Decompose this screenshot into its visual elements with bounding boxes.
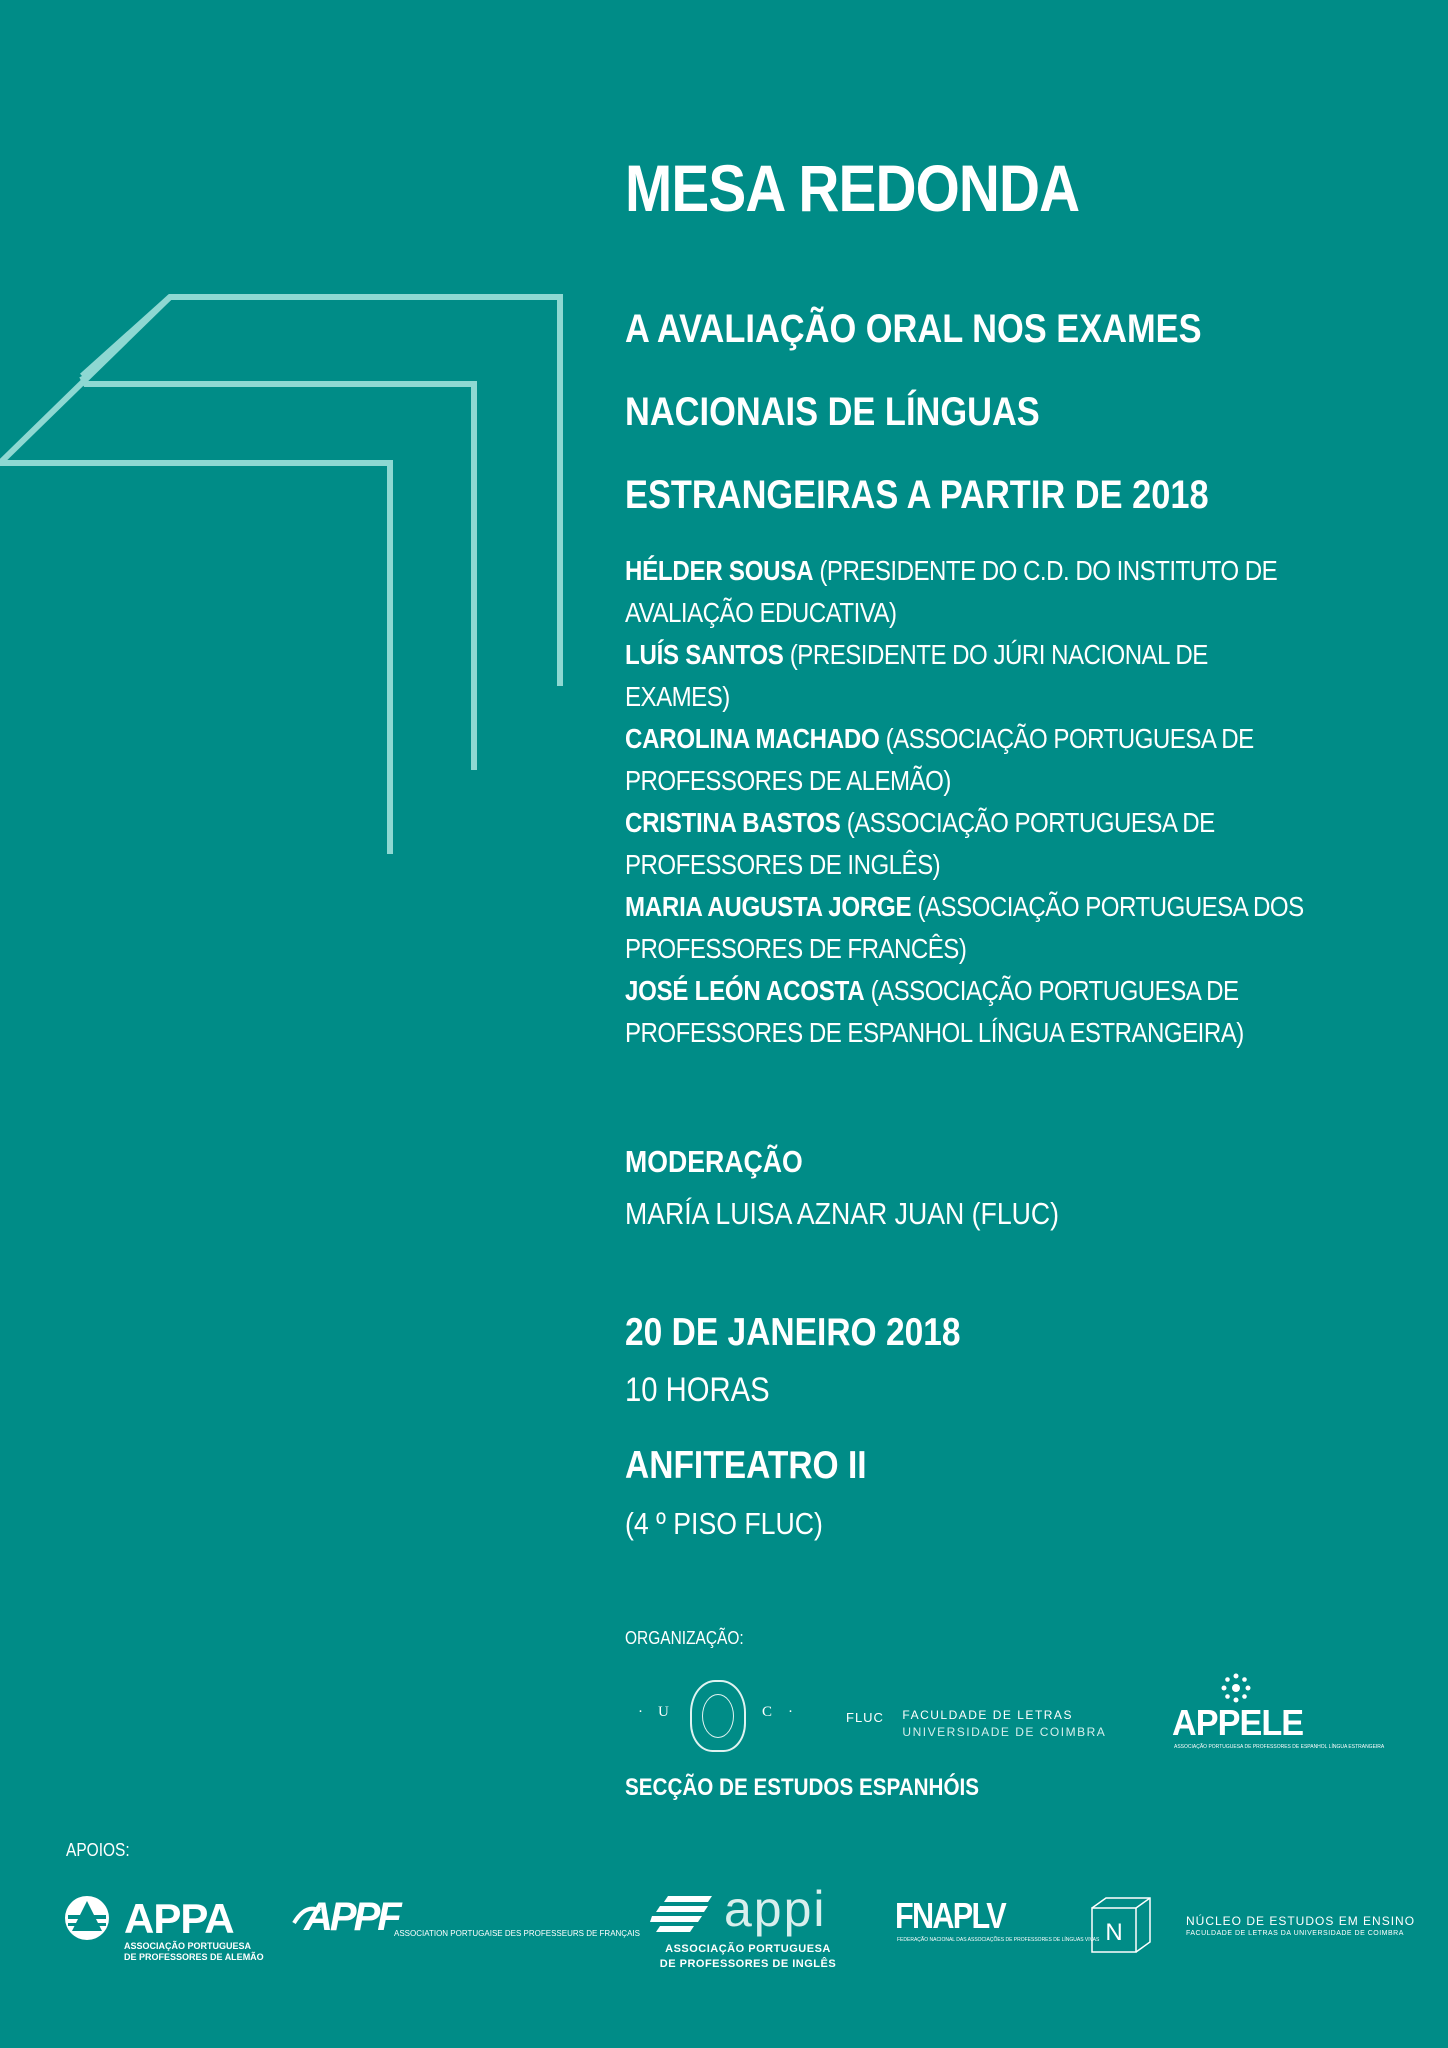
- chevron-diagonal: [0, 297, 170, 463]
- appa-subtitle: ASSOCIAÇÃO PORTUGUESA: [124, 1941, 252, 1951]
- speaker-name: CAROLINA MACHADO: [625, 723, 880, 754]
- speaker-name: HÉLDER SOUSA: [625, 555, 814, 586]
- speaker-role: (ASSOCIAÇÃO PORTUGUESA DOS: [911, 891, 1304, 922]
- supports-label: APOIOS:: [66, 1840, 130, 1860]
- subtitle-line: ESTRANGEIRAS A PARTIR DE 2018: [625, 473, 1209, 517]
- fluc-logo: [846, 1708, 1106, 1739]
- fnaplv-subtitle: FEDERAÇÃO NACIONAL DAS ASSOCIAÇÕES DE PROFESSORES DE LÍNGUAS VIVAS: [897, 1937, 1100, 1943]
- uc-seal-icon: [690, 1680, 746, 1752]
- speaker-role: (ASSOCIAÇÃO PORTUGUESA DE: [879, 723, 1254, 754]
- speaker-role: (ASSOCIAÇÃO PORTUGUESA DE: [864, 975, 1239, 1006]
- appa-wordmark: APPA: [124, 1895, 234, 1942]
- appi-subtitle: DE PROFESSORES DE INGLÊS: [659, 1958, 837, 1970]
- fluc-name: FACULDADE DE LETRAS: [902, 1708, 1073, 1722]
- appele-wordmark: APPELE: [1172, 1702, 1304, 1743]
- nucleo-name: NÚCLEO DE ESTUDOS EM ENSINO: [1186, 1914, 1416, 1928]
- event-floor: (4 º PISO FLUC): [625, 1506, 823, 1541]
- speaker-role-cont: PROFESSORES DE ALEMÃO): [625, 765, 951, 796]
- nucleo-letter: N: [1105, 1919, 1123, 1946]
- appa-subtitle: DE PROFESSORES DE ALEMÃO: [124, 1952, 264, 1962]
- speaker-entry: [625, 718, 1304, 802]
- moderator-name: MARÍA LUISA AZNAR JUAN (FLUC): [625, 1196, 1060, 1231]
- speaker-role-cont: PROFESSORES DE INGLÊS): [625, 849, 941, 880]
- speakers-list: [625, 550, 1304, 1054]
- subtitle-line: NACIONAIS DE LÍNGUAS: [625, 390, 1040, 434]
- decorative-chevron-lines: [0, 0, 600, 880]
- event-time: 10 HORAS: [625, 1371, 770, 1409]
- speaker-name: CRISTINA BASTOS: [625, 807, 841, 838]
- speaker-entry: [625, 802, 1304, 886]
- fnaplv-logo: [895, 1895, 1100, 1945]
- nucleo-logo: [1186, 1914, 1415, 1937]
- fluc-short: FLUC: [846, 1710, 884, 1725]
- moderation-label: MODERAÇÃO: [625, 1144, 803, 1179]
- appi-subtitle: ASSOCIAÇÃO PORTUGUESA: [665, 1943, 831, 1955]
- appa-emblem-icon: [64, 1895, 114, 1945]
- appi-logo: [646, 1881, 856, 1978]
- speaker-role: (PRESIDENTE DO C.D. DO INSTITUTO DE: [813, 555, 1278, 586]
- sun-icon: [1216, 1672, 1256, 1706]
- organizer-section: SECÇÃO DE ESTUDOS ESPANHÓIS: [625, 1774, 979, 1801]
- speaker-role-cont: AVALIAÇÃO EDUCATIVA): [625, 597, 897, 628]
- organization-label: ORGANIZAÇÃO:: [625, 1628, 744, 1648]
- fluc-university: UNIVERSIDADE DE COIMBRA: [902, 1725, 1107, 1739]
- speaker-entry: [625, 886, 1304, 970]
- speaker-entry: [625, 550, 1304, 634]
- speaker-entry: [625, 970, 1304, 1054]
- speaker-role-cont: PROFESSORES DE FRANCÊS): [625, 933, 967, 964]
- nucleo-cube-icon: [1090, 1896, 1152, 1954]
- speaker-role: (ASSOCIAÇÃO PORTUGUESA DE: [840, 807, 1215, 838]
- speaker-role-cont: EXAMES): [625, 681, 730, 712]
- fnaplv-wordmark: FNAPLV: [895, 1895, 1005, 1936]
- chevron-line-inner: [0, 463, 390, 854]
- event-title: MESA REDONDA: [625, 151, 1080, 225]
- subtitle-line: A AVALIAÇÃO ORAL NOS EXAMES: [625, 307, 1202, 351]
- nucleo-faculty: FACULDADE DE LETRAS DA UNIVERSIDADE DE COIMBRA: [1186, 1930, 1404, 1937]
- speaker-role-cont: PROFESSORES DE ESPANHOL LÍNGUA ESTRANGEIRA): [625, 1017, 1244, 1048]
- chevron-line-middle: [82, 376, 474, 770]
- appi-wordmark: appi: [724, 1881, 827, 1937]
- appf-logo: [292, 1895, 640, 1955]
- uc-letter-u: U: [658, 1704, 669, 1720]
- chevron-line-outer: [82, 297, 560, 686]
- speaker-name: LUÍS SANTOS: [625, 639, 784, 670]
- speaker-name: MARIA AUGUSTA JORGE: [625, 891, 912, 922]
- event-venue: ANFITEATRO II: [625, 1444, 867, 1487]
- appa-logo: [64, 1895, 264, 1965]
- uc-letter-c: C: [762, 1704, 773, 1720]
- appele-logo: [1172, 1672, 1385, 1752]
- appele-subtitle: ASSOCIAÇÃO PORTUGUESA DE PROFESSORES DE ESPANHOL LÍNGUA ESTRANGEIRA: [1174, 1744, 1385, 1750]
- event-subtitle: [625, 288, 1209, 537]
- uc-logo: [630, 1672, 800, 1758]
- event-date: 20 DE JANEIRO 2018: [625, 1311, 961, 1354]
- appf-subtitle: ASSOCIATION PORTUGAISE DES PROFESSEURS DE FRANÇAIS: [394, 1929, 640, 1938]
- speaker-entry: [625, 634, 1304, 718]
- uc-dot: ·: [638, 1704, 643, 1720]
- speaker-name: JOSÉ LEÓN ACOSTA: [625, 975, 865, 1006]
- speaker-role: (PRESIDENTE DO JÚRI NACIONAL DE: [783, 639, 1208, 670]
- appf-wordmark: APPF: [304, 1895, 399, 1939]
- appi-stripes-icon: [650, 1894, 714, 1934]
- uc-dot: ·: [788, 1704, 793, 1720]
